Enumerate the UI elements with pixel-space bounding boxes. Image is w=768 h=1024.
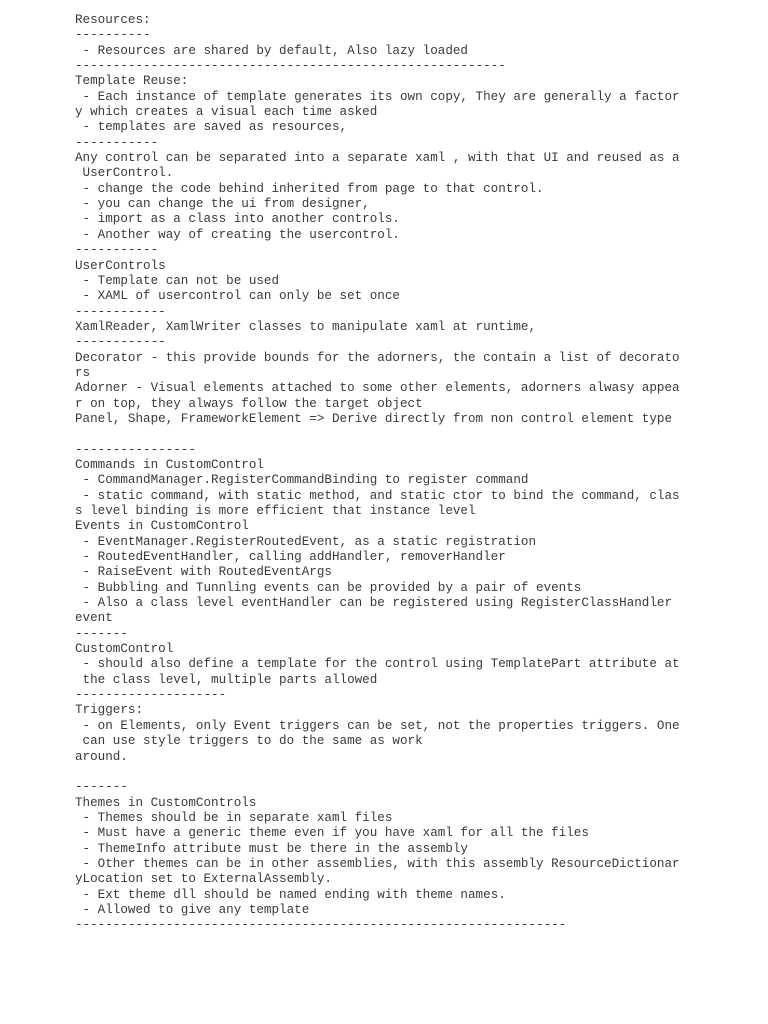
- document-line: Any control can be separated into a separate xaml , with that UI and reused as a: [75, 151, 680, 166]
- document-line: - Also a class level eventHandler can be registered using RegisterClassHandler: [75, 596, 673, 611]
- document-line: Panel, Shape, FrameworkElement => Derive directly from non control element type: [75, 411, 673, 426]
- document-line: - you can change the ui from designer,: [75, 197, 370, 212]
- document-line: Resources:: [75, 13, 151, 27]
- document-line: - Must have a generic theme even if you have xaml for all the files: [75, 826, 589, 841]
- document-line: - RoutedEventHandler, calling addHandler, removerHandler: [75, 550, 506, 565]
- document-line: -------: [75, 626, 128, 641]
- document-line: - Ext theme dll should be named ending with theme names.: [75, 887, 506, 902]
- document-line: - Another way of creating the usercontrol.: [75, 227, 400, 242]
- document-line: ----------------: [75, 442, 196, 457]
- document-line: - static command, with static method, and static ctor to bind the command, clas: [75, 488, 680, 503]
- notes-document: [75, 13, 755, 934]
- document-line: [75, 765, 755, 780]
- document-line: ------------: [75, 304, 166, 319]
- document-line: - should also define a template for the control using TemplatePart attribute at: [75, 657, 680, 672]
- document-line: - ThemeInfo attribute must be there in the assembly: [75, 841, 468, 856]
- document-line: - import as a class into another controls.: [75, 212, 400, 227]
- document-line: ---------------------------------------------------------: [75, 59, 506, 74]
- document-line: --------------------: [75, 688, 227, 703]
- document-line: - change the code behind inherited from page to that control.: [75, 181, 544, 196]
- document-line: yLocation set to ExternalAssembly.: [75, 872, 332, 887]
- document-line: ------------: [75, 335, 166, 350]
- document-line: r on top, they always follow the target object: [75, 396, 423, 411]
- document-line: rs: [75, 365, 91, 380]
- document-line: Triggers:: [75, 703, 144, 718]
- document-line: XamlReader, XamlWriter classes to manipulate xaml at runtime,: [75, 319, 537, 334]
- document-line: -------: [75, 780, 128, 795]
- document-line: - Resources are shared by default, Also lazy loaded: [75, 43, 468, 58]
- document-line: - Template can not be used: [75, 273, 280, 288]
- document-line: around.: [75, 749, 128, 764]
- document-line: - EventManager.RegisterRoutedEvent, as a static registration: [75, 534, 537, 549]
- document-line: - Other themes can be in other assemblies, with this assembly ResourceDictionar: [75, 856, 680, 871]
- document-line: - Themes should be in separate xaml files: [75, 810, 393, 825]
- document-line: -----------------------------------------------------------------: [75, 918, 567, 933]
- document-line: UserControl.: [75, 166, 174, 181]
- document-line: Adorner - Visual elements attached to some other elements, adorners alwasy appea: [75, 381, 680, 396]
- document-line: -----------: [75, 135, 159, 150]
- document-line: CustomControl: [75, 642, 174, 657]
- document-line: [75, 427, 755, 442]
- document-line: - templates are saved as resources,: [75, 120, 348, 135]
- document-line: -----------: [75, 243, 159, 258]
- document-line: s level binding is more efficient that instance level: [75, 504, 476, 518]
- document-line: Events in CustomControl: [75, 519, 249, 534]
- document-line: UserControls: [75, 258, 166, 273]
- document-line: can use style triggers to do the same as work: [75, 734, 423, 749]
- document-line: - on Elements, only Event triggers can be set, not the properties triggers. One: [75, 718, 680, 733]
- document-line: Themes in CustomControls: [75, 795, 257, 810]
- document-line: y which creates a visual each time asked: [75, 105, 378, 120]
- document-line: - XAML of usercontrol can only be set once: [75, 289, 400, 304]
- document-line: - Allowed to give any template: [75, 902, 310, 917]
- document-line: the class level, multiple parts allowed: [75, 672, 378, 687]
- document-line: ----------: [75, 28, 151, 43]
- document-line: - RaiseEvent with RoutedEventArgs: [75, 565, 332, 580]
- document-line: - Bubbling and Tunnling events can be provided by a pair of events: [75, 580, 582, 595]
- document-line: - Each instance of template generates its own copy, They are generally a factor: [75, 89, 680, 104]
- document-line: Template Reuse:: [75, 74, 189, 89]
- document-line: - CommandManager.RegisterCommandBinding to register command: [75, 473, 529, 488]
- document-line: event: [75, 611, 113, 626]
- document-line: Commands in CustomControl: [75, 457, 264, 472]
- document-line: Decorator - this provide bounds for the adorners, the contain a list of decorato: [75, 350, 680, 365]
